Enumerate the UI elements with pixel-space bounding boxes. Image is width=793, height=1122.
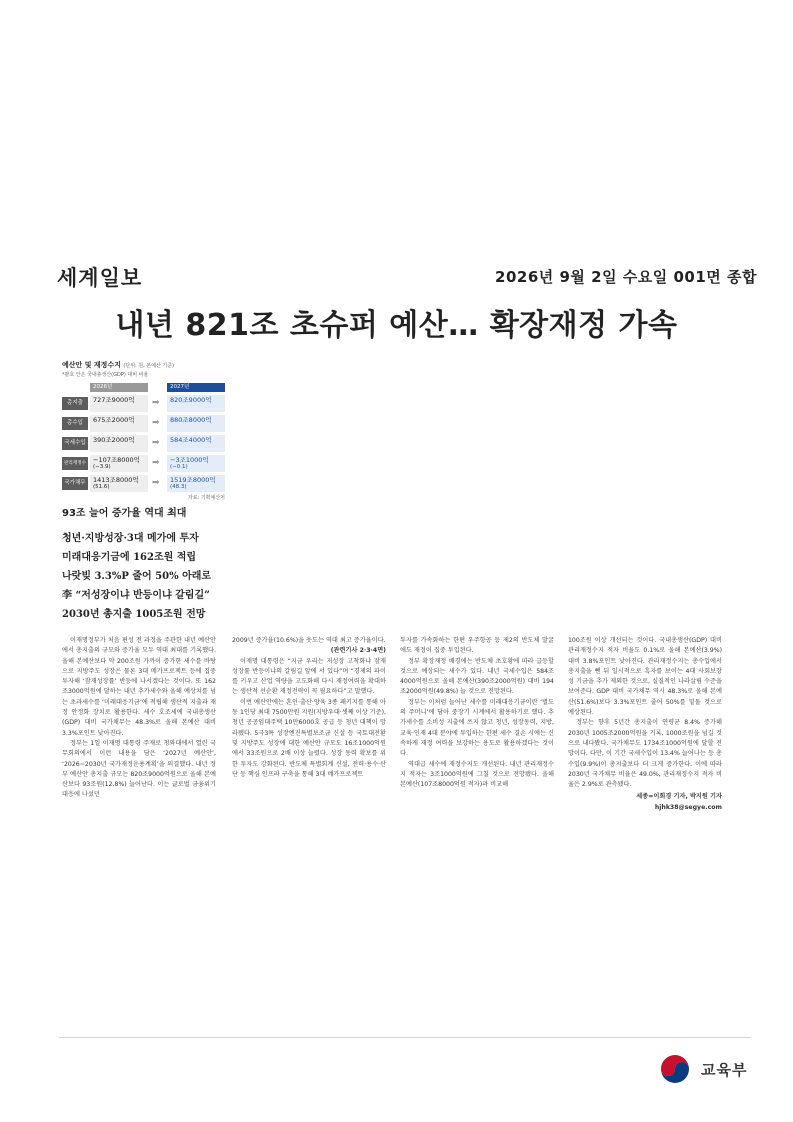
value-2027-text: −3조1000억	[170, 456, 209, 464]
row-label: 국세수입	[62, 437, 88, 450]
value-2026-text: 1413조8000억	[93, 476, 139, 484]
paragraph: 2009년 증가율(10.6%)을 웃도는 역대 최고 증가율이다.	[232, 637, 386, 644]
budget-table	[62, 360, 242, 501]
paragraph: 정부는 이처럼 늘어난 세수를 미래대응기금이란 ‘별도의 주머니’에 담아 중장기 시계에서 활용하기로 했다. 추가세수를 소비성 지출에 쓰지 않고 청년, 성장동력, 지방, 교육·인재 4대 분야에 투입하는 한편 세수 결손 시에는 신속하게 재정 여력을 보강하는 용도로 활용하겠다는 것이다.	[400, 698, 554, 758]
row-label: 총지출	[62, 397, 88, 410]
arrow-right-icon: ➡	[152, 458, 160, 468]
table-row	[62, 413, 242, 432]
headline: 내년 821조 초슈퍼 예산… 확장재정 가속	[115, 308, 678, 343]
table-header	[62, 383, 242, 392]
footer-divider	[59, 1037, 751, 1038]
arrow-right-icon: ➡	[152, 478, 160, 488]
paragraph: 이번 예산안에는 혼인·출산·양육 3종 패키지를 통해 아동 1인당 최대 7500만원 지원(지방우대·셋째 이상 기준), 청년 공공임대주택 10만6000호 공급 등 청년 대책이 망라됐다. 5극3특 성장엔진특별보조금 신설 등 국토대전환 및 지방주도 성장에 대한 예산안 규모도 16조1000억원에서 33조원으로 2배 이상 늘렸다. 성장 동력 확보를 위한 투자도 강화된다. 반도체 특별회계 신설, 전력·용수·산단 등 핵심 인프라 구축을 통해 3대 메가프로젝트	[232, 698, 386, 778]
table-unit: (단위: 원, 본예산 기준)	[123, 363, 175, 369]
paragraph: 역대급 세수에 재정수지도 개선된다. 내년 관리재정수지 적자는 3조1000억원에 그칠 것으로 전망됐다. 올해 본예산(107조8000억원 적자)과 비교해	[400, 760, 554, 789]
value-2026-text: 727조9000억	[93, 396, 135, 404]
deck-line: 2030년 총지출 1005조원 전망	[62, 609, 206, 620]
value-2027-text: 584조4000억	[170, 436, 212, 444]
row-label: 관리재정수	[62, 457, 88, 470]
row-label: 총수입	[62, 417, 88, 430]
year-2026-header: 2026년	[90, 383, 148, 392]
value-2027	[167, 415, 225, 432]
article-column-2	[232, 636, 386, 780]
table-source: 자료: 기획예산처	[187, 495, 225, 501]
subheadline: 93조 늘어 증가율 역대 최대	[62, 508, 187, 519]
deck-headlines	[62, 529, 262, 624]
table-title-text: 예산안 및 재정수지	[62, 361, 121, 369]
table-row	[62, 433, 242, 452]
article-column-4	[568, 636, 722, 813]
row-label: 국가채무	[62, 477, 88, 490]
deck-line: 나랏빚 3.3%P 줄어 50% 아래로	[62, 571, 212, 582]
table-row	[62, 473, 242, 492]
deck-line: 미래대응기금에 162조원 적립	[62, 552, 197, 563]
byline: 세종=이희경 기자, 박지원 기자 hjhk38@segye.com	[636, 793, 722, 811]
newspaper-logo: 세계일보	[57, 265, 143, 290]
article-column-1	[62, 636, 216, 801]
deck-line: 청년·지방성장·3대 메가에 투자	[62, 533, 199, 544]
dateline: 2026년 9월 2일 수요일 001면 종합	[495, 268, 757, 286]
table-row	[62, 453, 242, 472]
value-2026	[90, 455, 148, 472]
value-2027	[167, 455, 225, 472]
taegeuk-emblem-icon	[657, 1051, 693, 1087]
deck-line: 李 “저성장이냐 반등이냐 갈림길”	[62, 590, 210, 601]
arrow-right-icon: ➡	[152, 418, 160, 428]
paragraph: 이재명 대통령은 “지금 우리는 저성장 고착화냐 잠재성장률 반등이냐의 갈림길 앞에 서 있다”며 “경제의 파이를 키우고 산업 역량을 고도화해 다시 재정여력을 확대하는 생산적 선순환 재정전략이 꼭 필요하다”고 말했다.	[232, 657, 386, 696]
article-column-3	[400, 636, 554, 790]
value-2026-text: 675조2000억	[93, 416, 135, 424]
value-2027-text: 820조9000억	[170, 396, 212, 404]
value-2027	[167, 475, 225, 492]
value-2026-text: −107조8000억	[93, 456, 140, 464]
value-2026	[90, 435, 148, 452]
value-2026-sub: (51.6)	[93, 484, 110, 490]
value-2027-sub: (−0.1)	[170, 464, 188, 470]
value-2026	[90, 415, 148, 432]
year-2027-header: 2027년	[167, 383, 225, 392]
value-2026-text: 390조2000억	[93, 436, 135, 444]
value-2026	[90, 395, 148, 412]
value-2027	[167, 395, 225, 412]
value-2027-sub: (48.3)	[170, 484, 187, 490]
related-articles-ref: (관련기사 2·3·4면)	[330, 647, 386, 655]
value-2026	[90, 475, 148, 492]
value-2027-text: 1519조8000억	[170, 476, 216, 484]
masthead	[57, 262, 757, 292]
value-2026-sub: (−3.9)	[93, 464, 111, 470]
ministry-logo	[657, 1051, 757, 1087]
value-2027	[167, 435, 225, 452]
arrow-right-icon: ➡	[152, 398, 160, 408]
ministry-name: 교육부	[701, 1061, 748, 1079]
paragraph: 정부 확장재정 배경에는 반도체 초호황에 따라 급등할 것으로 예상되는 세수가 있다. 내년 국세수입은 584조4000억원으로 올해 본예산(390조2000억원) 대비 194조2000억원(49.8%) 늘 것으로 전망된다.	[400, 657, 554, 696]
paragraph: 투자를 가속화하는 한편 우주항공 등 제2의 반도체 발굴에도 재정이 집중 투입된다.	[400, 637, 554, 655]
paragraph: 정부는 향후 5년간 총지출이 연평균 8.4% 증가해 2030년 1005조2000억원을 기록, 1000조원을 넘길 것으로 내다봤다. 국가채무도 1734조1000억원에 달할 전망이다. 다만, 이 기간 국세수입이 13.4% 늘어나는 등 총수입(9.9%)이 총지출보다 더 크게 증가한다. 이에 따라 2030년 국가채무 비율은 49.0%, 관리재정수지 적자 비율은 2.9%로 관측됐다.	[568, 719, 722, 789]
table-note: *괄호 안은 국내총생산(GDP) 대비 비율	[62, 372, 149, 378]
paragraph: 100조원 이상 개선되는 것이다. 국내총생산(GDP) 대비 관리재정수지 적자 비율도 0.1%로 올해 본예산(3.9%) 대비 3.8%포인트 낮아진다. 관리재정수지는 총수입에서 총지출을 뺀 뒤 일시적으로 흑자를 보이는 4대 사회보장성 기금을 추가 제외한 것으로, 실질적인 나라살림 수준을 보여준다. GDP 대비 국가채무 역시 48.3%로 올해 본예산(51.6%)보다 3.3%포인트 줄어 50%를 밑돌 것으로 예상된다.	[568, 637, 722, 717]
value-2027-text: 880조8000억	[170, 416, 212, 424]
paragraph: 이재명정부가 처음 편성 전 과정을 주관한 내년 예산안에서 총지출의 규모와 증가율 모두 역대 최대를 기록했다. 올해 본예산보다 약 200조원 가까이 증가한 세수를 바탕으로 지방주도 성장은 물론 3대 메가프로젝트 등에 집중 투자해 ‘잠재성장률’ 반등에 나서겠다는 것이다. 또 162조3000억원에 달하는 내년 추가세수와 올해 예상치를 넘는 초과세수를 ‘미래대응기금’에 적립해 생산적 지출과 재정 안정화 장치로 활용한다. 세수 호조세에 국내총생산(GDP) 대비 국가채무는 48.3%로 올해 본예산 대비 3.3%포인트 낮아진다.	[62, 637, 216, 737]
table-row	[62, 393, 242, 412]
arrow-right-icon: ➡	[152, 438, 160, 448]
table-title	[62, 360, 242, 370]
paragraph: 정부는 1일 이재명 대통령 주재로 청와대에서 열린 국무회의에서 이런 내용을 담은 ‘2027년 예산안’, ‘2026~2030년 국가재정운용계획’을 의결했다. 내년 정부 예산안 총지출 규모는 820조9000억원으로 올해 본예산보다 93조원(12.8%) 늘어난다. 이는 글로벌 금융위기 대응에 나섰던	[62, 739, 216, 799]
